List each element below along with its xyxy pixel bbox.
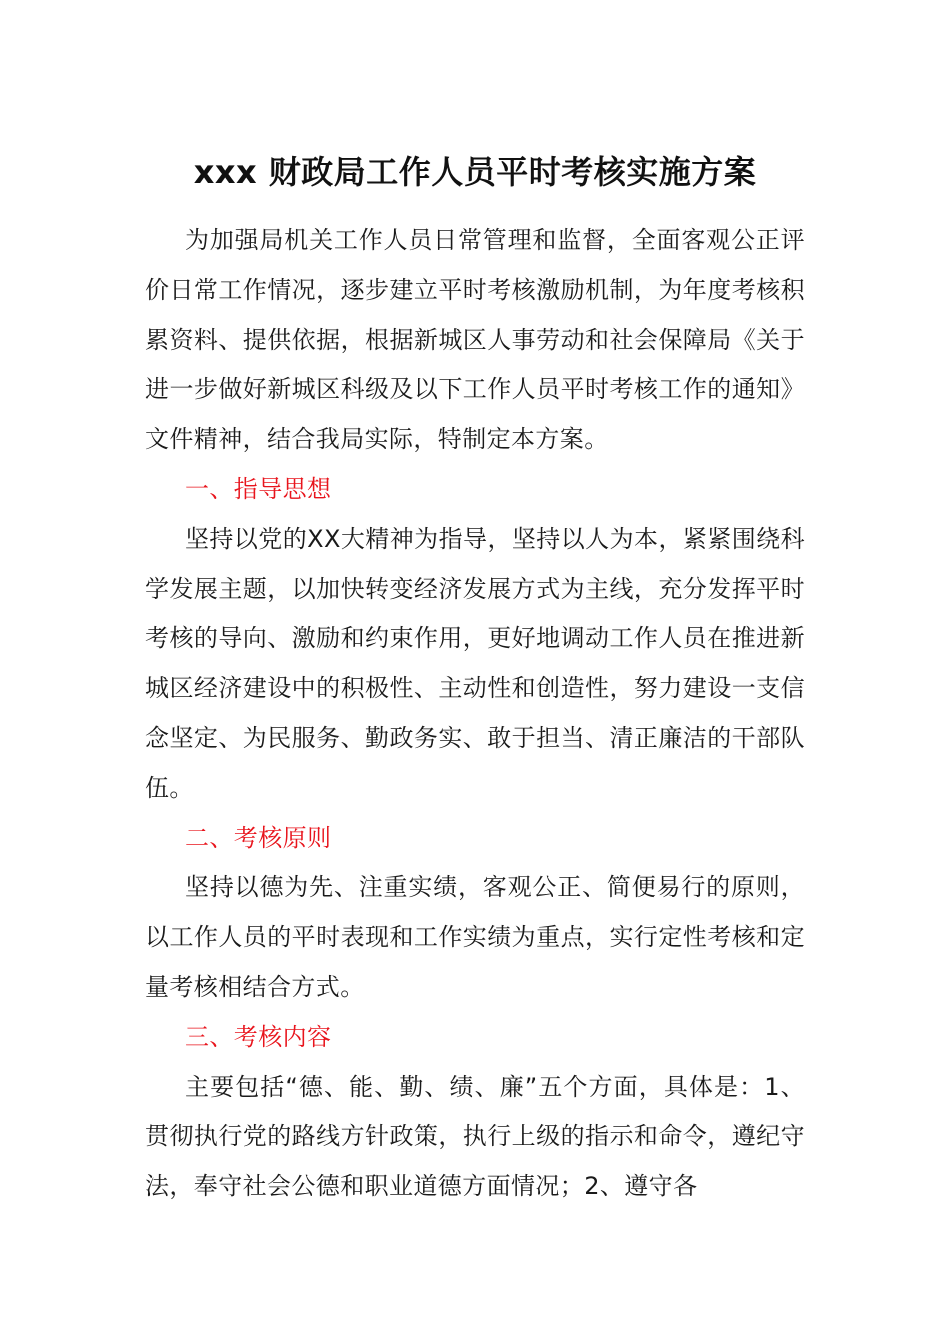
section-text-guiding-thought: 坚持以党的XX大精神为指导，坚持以人为本，紧紧围绕科学发展主题，以加快转变经济发展方式为主线，充分发挥平时考核的导向、激励和约束作用，更好地调动工作人员在推进新城区经济建设中的积极性、主动性和创造性，努力建设一支信念坚定、为民服务、勤政务实、敢于担当、清正廉洁的干部队伍。 (145, 524, 805, 802)
section-heading-guiding-thought: 一、指导思想 (185, 474, 332, 503)
section-text-content: 主要包括“德、能、勤、绩、廉”五个方面，具体是：1、贯彻执行党的路线方针政策，执行上级的指示和命令，遵纪守法，奉守社会公德和职业道德方面情况；2、遵守各 (145, 1072, 805, 1201)
document-body (145, 216, 805, 1212)
section-heading-principles: 二、考核原则 (185, 823, 332, 852)
document-title: xxx 财政局工作人员平时考核实施方案 (193, 153, 757, 191)
section-text-principles: 坚持以德为先、注重实绩，客观公正、简便易行的原则，以工作人员的平时表现和工作实绩为重点，实行定性考核和定量考核相结合方式。 (145, 873, 805, 1001)
section-heading-content: 三、考核内容 (185, 1022, 332, 1051)
intro-paragraph: 为加强局机关工作人员日常管理和监督，全面客观公正评价日常工作情况，逐步建立平时考核激励机制，为年度考核积累资料、提供依据，根据新城区人事劳动和社会保障局《关于进一步做好新城区科级及以下工作人员平时考核工作的通知》文件精神，结合我局实际，特制定本方案。 (145, 226, 805, 454)
